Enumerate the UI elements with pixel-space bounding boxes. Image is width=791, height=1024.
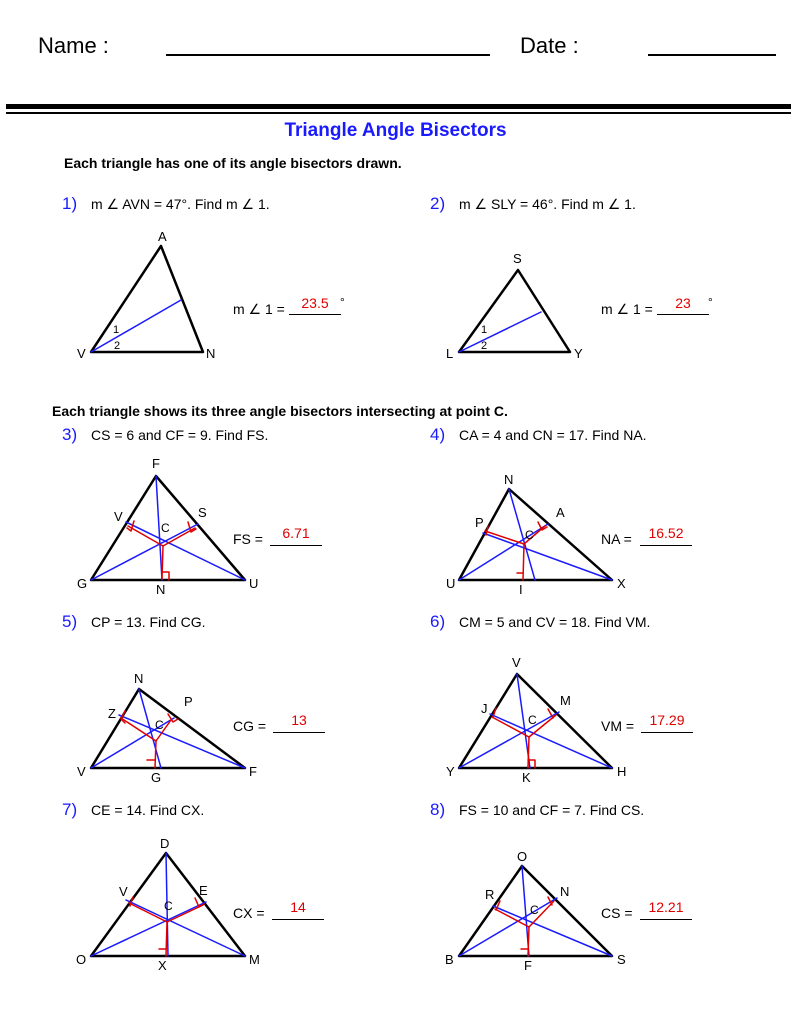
p8-vertex-N: N xyxy=(560,884,570,899)
p1-vertex-A: A xyxy=(158,229,167,244)
p1-vertex-V: V xyxy=(77,346,86,361)
problem-1-unit: ° xyxy=(340,295,345,309)
p8-vertex-F: F xyxy=(524,958,532,973)
p3-vertex-S: S xyxy=(198,505,207,520)
p6-vertex-M: M xyxy=(560,693,571,708)
p4-vertex-N: N xyxy=(504,472,514,487)
p2-vertex-Y: Y xyxy=(574,346,583,361)
date-label: Date : xyxy=(520,33,579,58)
problem-2-answer[interactable]: 23 xyxy=(675,295,691,311)
p8-vertex-B: B xyxy=(445,952,454,967)
problem-1-prompt: m ∠ AVN = 47°. Find m ∠ 1. xyxy=(91,196,270,212)
problem-7-prompt: CE = 14. Find CX. xyxy=(91,802,205,818)
problem-5-answer-label: CG = xyxy=(233,718,267,734)
p4-vertex-P: P xyxy=(475,515,484,530)
problem-3-answer[interactable]: 6.71 xyxy=(282,525,310,541)
problem-1-diagram xyxy=(91,246,203,352)
p1-angle-1: 1 xyxy=(113,324,120,336)
p8-vertex-R: R xyxy=(485,887,495,902)
problem-5-diagram xyxy=(91,689,245,768)
problem-5-answer[interactable]: 13 xyxy=(291,712,307,728)
problem-4-prompt: CA = 4 and CN = 17. Find NA. xyxy=(459,427,647,443)
problem-7-number: 7) xyxy=(62,800,78,819)
p7-point-C: C xyxy=(164,899,173,913)
problem-7-answer-label: CX = xyxy=(233,905,265,921)
problem-2-number: 2) xyxy=(430,194,446,213)
problem-7-answer[interactable]: 14 xyxy=(290,899,306,915)
p6-vertex-J: J xyxy=(481,701,488,716)
p4-vertex-X: X xyxy=(617,576,626,591)
problem-8-answer-label: CS = xyxy=(601,905,633,921)
section2-instruction: Each triangle shows its three angle bisectors intersecting at point C. xyxy=(52,403,508,419)
p3-vertex-U: U xyxy=(249,576,259,591)
p4-vertex-U: U xyxy=(446,576,456,591)
p7-vertex-D: D xyxy=(160,836,170,851)
p3-vertex-N: N xyxy=(156,582,166,597)
p4-vertex-I: I xyxy=(519,582,523,597)
problem-3-answer-label: FS = xyxy=(233,531,263,547)
problem-6-number: 6) xyxy=(430,612,446,631)
problem-4-answer[interactable]: 16.52 xyxy=(648,525,684,541)
problem-2-diagram xyxy=(459,270,570,352)
p6-point-C: C xyxy=(528,713,537,727)
p5-vertex-F: F xyxy=(249,764,257,779)
p7-vertex-X: X xyxy=(158,958,167,973)
problem-2-unit: ° xyxy=(708,295,713,309)
p6-vertex-K: K xyxy=(522,770,531,785)
p3-vertex-G: G xyxy=(77,576,88,591)
p2-angle-1: 1 xyxy=(481,324,488,336)
p4-vertex-A: A xyxy=(556,505,565,520)
problem-1-answer[interactable]: 23.5 xyxy=(301,295,329,311)
p7-vertex-O: O xyxy=(76,952,87,967)
problem-4-diagram xyxy=(459,489,612,580)
problem-2-answer-label: m ∠ 1 = xyxy=(601,301,653,317)
problem-3-number: 3) xyxy=(62,425,78,444)
p5-point-C: C xyxy=(155,718,164,732)
p6-vertex-H: H xyxy=(617,764,627,779)
problem-8-answer[interactable]: 12.21 xyxy=(648,899,684,915)
problem-6-answer[interactable]: 17.29 xyxy=(649,712,685,728)
p6-vertex-Y: Y xyxy=(446,764,455,779)
p4-point-C: C xyxy=(525,528,534,542)
p5-vertex-V: V xyxy=(77,764,86,779)
p2-angle-2: 2 xyxy=(481,340,488,352)
name-label: Name : xyxy=(38,33,109,58)
problem-6-answer-label: VM = xyxy=(601,718,635,734)
problem-4-number: 4) xyxy=(430,425,446,444)
problem-5-number: 5) xyxy=(62,612,78,631)
p3-point-C: C xyxy=(161,521,170,535)
p8-vertex-O: O xyxy=(517,849,528,864)
p3-vertex-V: V xyxy=(114,509,123,524)
p8-vertex-S: S xyxy=(617,952,626,967)
problem-8-prompt: FS = 10 and CF = 7. Find CS. xyxy=(459,802,645,818)
p1-vertex-N: N xyxy=(206,346,216,361)
p5-vertex-N: N xyxy=(134,671,144,686)
problem-8-number: 8) xyxy=(430,800,446,819)
problem-1-answer-label: m ∠ 1 = xyxy=(233,301,285,317)
problem-6-prompt: CM = 5 and CV = 18. Find VM. xyxy=(459,614,651,630)
p7-vertex-V: V xyxy=(119,884,128,899)
p8-point-C: C xyxy=(530,903,539,917)
p5-vertex-Z: Z xyxy=(108,706,116,721)
problem-5-prompt: CP = 13. Find CG. xyxy=(91,614,206,630)
p3-vertex-F: F xyxy=(152,456,160,471)
worksheet-title: Triangle Angle Bisectors xyxy=(284,120,507,141)
problem-3-prompt: CS = 6 and CF = 9. Find FS. xyxy=(91,427,269,443)
problem-4-answer-label: NA = xyxy=(601,531,632,547)
p7-vertex-M: M xyxy=(249,952,260,967)
p2-vertex-L: L xyxy=(446,346,454,361)
problem-1-number: 1) xyxy=(62,194,78,213)
p7-vertex-E: E xyxy=(199,883,208,898)
p2-vertex-S: S xyxy=(513,251,522,266)
section1-instruction: Each triangle has one of its angle bisectors drawn. xyxy=(64,155,402,171)
p5-vertex-P: P xyxy=(184,694,193,709)
p1-angle-2: 2 xyxy=(114,340,121,352)
p6-vertex-V: V xyxy=(512,655,521,670)
problem-2-prompt: m ∠ SLY = 46°. Find m ∠ 1. xyxy=(459,196,636,212)
p5-vertex-G: G xyxy=(151,770,162,785)
